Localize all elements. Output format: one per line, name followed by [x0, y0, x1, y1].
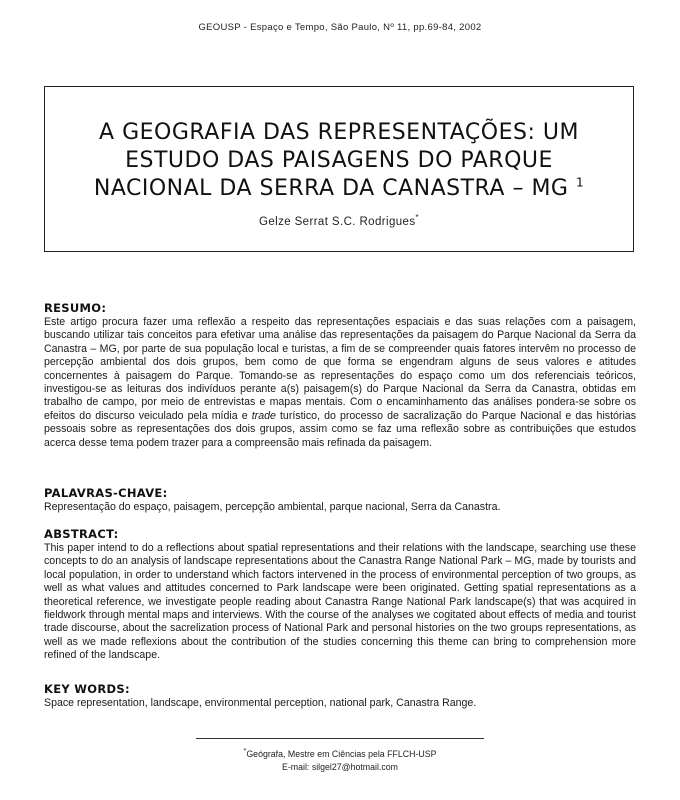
author-name: Gelze Serrat S.C. Rodrigues [258, 215, 416, 228]
title-line-1: A GEOGRAFIA DAS REPRESENTAÇÕES: UM [99, 120, 579, 145]
footnote-affiliation: Geógrafa, Mestre em Ciências pela FFLCH-USP [246, 748, 437, 759]
title-line-3: NACIONAL DA SERRA DA CANASTRA – MG [93, 176, 569, 201]
resumo-trade-term: trade [251, 409, 276, 422]
footnote-mark: * [243, 746, 247, 755]
footnote-divider [196, 738, 484, 739]
palavras-chave-text: Representação do espaço, paisagem, percepção ambiental, parque nacional, Serra da Canastra. [44, 501, 501, 513]
resumo-heading: RESUMO: [44, 301, 107, 315]
resumo-text [44, 316, 636, 450]
resumo-text-part-2: turístico, do processo de sacralização do Parque Nacional e das histórias pessoais sobre as representações dos dois grupos, assim como se faz uma reflexão sobre as contribuições que estudos acerca desse tema podem trazer para a compreensão mais refinada da paisagem. [44, 409, 636, 449]
abstract-text: This paper intend to do a reflections about spatial representations and their relations with the landscape, searching use these concepts to do an analysis of landscape representations about the Canastra Range National Park – MG, made by tourists and local population, in order to understand which factors intervened in the process of environmental perception of two groups, as well as what values and attitudes concerned to Park landscape were been originated. Getting spatial representations as a theoretical reference, we investigate people reading about Canastra Range National Park landscape(s) that was acquired in fieldwork through mental maps and interviews. With the course of the analyses we cogitated about effects of media and tourist trade discourse, about the sacrelization process of National Park and personal histories on the two groups representations, as well as we made reflexions about the contribution of the studies concerning this theme can bring to comprehension more refined of the landscape. [44, 542, 636, 662]
article-title [45, 119, 633, 203]
abstract-heading: ABSTRACT: [44, 527, 119, 541]
footnote-email: E-mail: silgel27@hotmail.com [282, 761, 398, 772]
author-line [45, 213, 633, 228]
footnote [0, 744, 680, 774]
key-words-heading: KEY WORDS: [44, 682, 130, 696]
key-words-text: Space representation, landscape, environmental perception, national park, Canastra Range. [44, 697, 477, 709]
resumo-text-part-1: Este artigo procura fazer uma reflexão a respeito das representações espaciais e das suas relações com a paisagem, buscando utilizar tais conceitos para efetivar uma análise das representações da paisagem do Parque Nacional da Serra da Canastra – MG, por parte de sua população local e turistas, a fim de se compreender quais fatores intervêm no processo de percepção ambiental dos dois grupos, bem como de que forma se engendram alguns de seus valores e atitudes concernentes à paisagem do Parque. Tomando-se as representações do espaço como um dos referenciais teóricos, investigou-se as leituras dos indivíduos perante a(s) paisagem(s) do Parque Nacional da Serra da Canastra, obtidas em trabalho de campo, por meio de entrevistas e mapas mentais. Com o encaminhamento das análises pondera-se sobre os efeitos do discurso veiculado pela mídia e [44, 316, 636, 422]
running-head: GEOUSP - Espaço e Tempo, São Paulo, Nº 11, pp.69-84, 2002 [198, 22, 482, 33]
title-box [44, 86, 634, 252]
palavras-chave-heading: PALAVRAS-CHAVE: [44, 486, 168, 500]
author-footnote-mark: * [415, 213, 420, 222]
title-line-2: ESTUDO DAS PAISAGENS DO PARQUE [125, 148, 553, 173]
title-footnote-mark: 1 [575, 175, 585, 190]
